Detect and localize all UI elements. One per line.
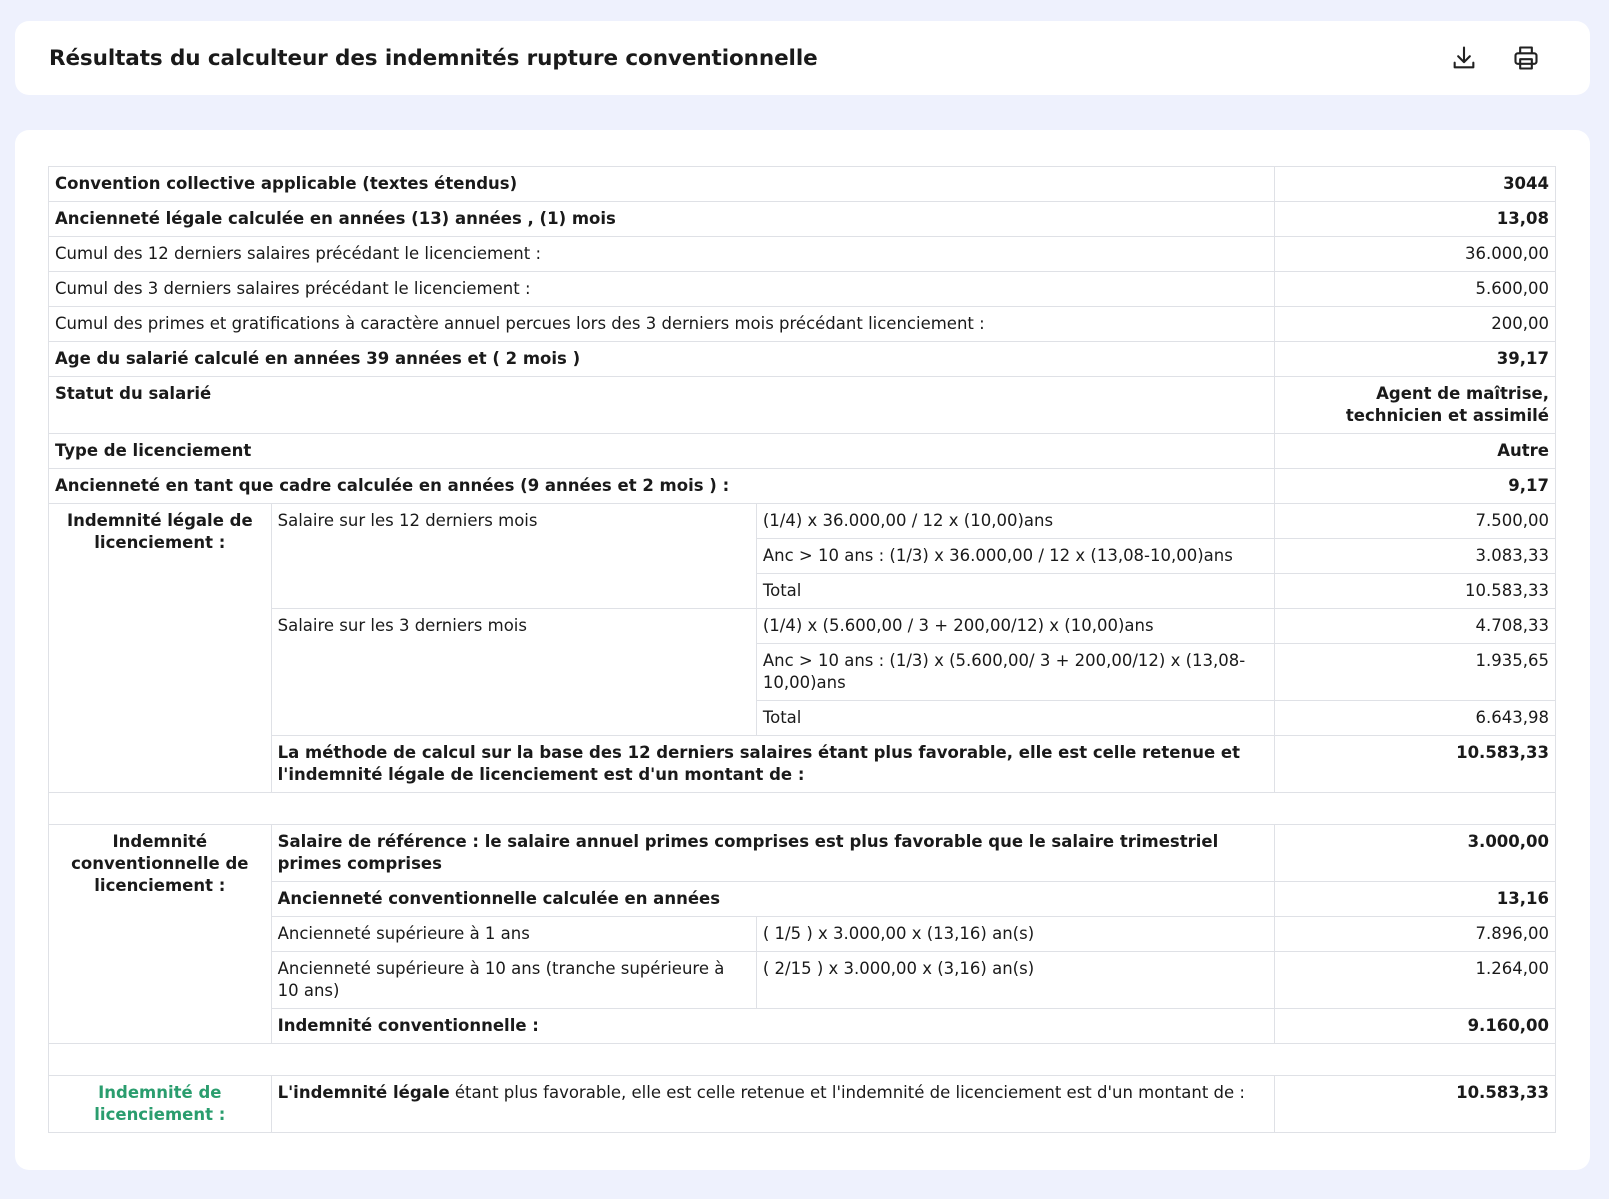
results-header: [15, 21, 1590, 95]
conventional-seniority-label: Ancienneté conventionnelle calculée en années: [271, 882, 1274, 917]
download-icon: [1450, 44, 1478, 72]
legal-conclusion: La méthode de calcul sur la base des 12 derniers salaires étant plus favorable, elle est celle retenue et l'indemnité légale de licenciement est d'un montant de :: [271, 736, 1274, 793]
conventional-row: [49, 952, 1556, 1009]
formula-cell: Anc > 10 ans : (1/3) x (5.600,00/ 3 + 200,00/12) x (13,08-10,00)ans: [756, 644, 1274, 701]
salary3-label: Salaire sur les 3 derniers mois: [271, 609, 756, 736]
summary-label: Cumul des primes et gratifications à caractère annuel percues lors des 3 derniers mois précédant licenciement :: [49, 307, 1275, 342]
summary-row-cumul-3: [49, 272, 1556, 307]
results-table: [48, 166, 1556, 1133]
summary-row-primes: [49, 307, 1556, 342]
summary-label: Cumul des 12 derniers salaires précédant le licenciement :: [49, 237, 1275, 272]
summary-value: Agent de maîtrise, technicien et assimilé: [1274, 377, 1555, 434]
formula-cell: Total: [756, 574, 1274, 609]
summary-label: Ancienneté en tant que cadre calculée en années (9 années et 2 mois ) :: [49, 469, 1275, 504]
summary-row-age: [49, 342, 1556, 377]
tier-label: Ancienneté supérieure à 10 ans (tranche supérieure à 10 ans): [271, 952, 756, 1009]
salary12-label: Salaire sur les 12 derniers mois: [271, 504, 756, 609]
legal-conclusion-row: [49, 736, 1556, 793]
summary-value: 36.000,00: [1274, 237, 1555, 272]
final-text: [271, 1076, 1274, 1133]
spacer-cell: [49, 793, 1556, 825]
final-row: [49, 1076, 1556, 1133]
formula-cell: ( 2/15 ) x 3.000,00 x (3,16) an(s): [756, 952, 1274, 1009]
summary-row-convention: [49, 167, 1556, 202]
summary-label: Type de licenciement: [49, 434, 1275, 469]
results-card: [15, 130, 1590, 1170]
spacer-row: [49, 793, 1556, 825]
summary-value: Autre: [1274, 434, 1555, 469]
formula-cell: Anc > 10 ans : (1/3) x 36.000,00 / 12 x (13,08-10,00)ans: [756, 539, 1274, 574]
formula-cell: (1/4) x 36.000,00 / 12 x (10,00)ans: [756, 504, 1274, 539]
summary-row-anciennete-cadre: [49, 469, 1556, 504]
final-text-bold: L'indemnité légale: [277, 1083, 450, 1102]
conventional-group-label: Indemnité conventionnelle de licenciement :: [49, 825, 272, 1044]
formula-cell: (1/4) x (5.600,00 / 3 + 200,00/12) x (10,00)ans: [756, 609, 1274, 644]
conventional-row: [49, 1009, 1556, 1044]
value-cell: 7.500,00: [1274, 504, 1555, 539]
reference-salary-label: Salaire de référence : le salaire annuel primes comprises est plus favorable que le salaire trimestriel primes comprises: [271, 825, 1274, 882]
page-title: Résultats du calculteur des indemnités rupture conventionnelle: [49, 45, 818, 71]
legal-row: [49, 609, 1556, 644]
summary-label: Statut du salarié: [49, 377, 1275, 434]
value-cell: 7.896,00: [1274, 917, 1555, 952]
conventional-seniority-value: 13,16: [1274, 882, 1555, 917]
download-button[interactable]: [1448, 42, 1480, 74]
value-cell: 10.583,33: [1274, 574, 1555, 609]
value-cell: 3.083,33: [1274, 539, 1555, 574]
value-cell: 1.935,65: [1274, 644, 1555, 701]
final-value: 10.583,33: [1274, 1076, 1555, 1133]
value-cell: 6.643,98: [1274, 701, 1555, 736]
conventional-row: [49, 917, 1556, 952]
final-group-label: Indemnité de licenciement :: [49, 1076, 272, 1133]
spacer-cell: [49, 1044, 1556, 1076]
summary-row-statut: [49, 377, 1556, 434]
summary-label: Age du salarié calculé en années 39 années et ( 2 mois ): [49, 342, 1275, 377]
summary-value: 3044: [1274, 167, 1555, 202]
reference-salary-value: 3.000,00: [1274, 825, 1555, 882]
value-cell: 1.264,00: [1274, 952, 1555, 1009]
summary-value: 5.600,00: [1274, 272, 1555, 307]
printer-icon: [1512, 44, 1540, 72]
conventional-row: [49, 882, 1556, 917]
final-text-rest: étant plus favorable, elle est celle retenue et l'indemnité de licenciement est d'un montant de :: [449, 1083, 1245, 1102]
legal-group-label: Indemnité légale de licenciement :: [49, 504, 272, 793]
summary-value: 39,17: [1274, 342, 1555, 377]
conventional-total-value: 9.160,00: [1274, 1009, 1555, 1044]
summary-label: Cumul des 3 derniers salaires précédant le licenciement :: [49, 272, 1275, 307]
summary-row-type: [49, 434, 1556, 469]
summary-value: 9,17: [1274, 469, 1555, 504]
summary-value: 200,00: [1274, 307, 1555, 342]
legal-conclusion-value: 10.583,33: [1274, 736, 1555, 793]
header-actions: [1448, 42, 1542, 74]
value-cell: 4.708,33: [1274, 609, 1555, 644]
conventional-total-label: Indemnité conventionnelle :: [271, 1009, 1274, 1044]
summary-row-anciennete-legale: [49, 202, 1556, 237]
summary-value: 13,08: [1274, 202, 1555, 237]
conventional-row: [49, 825, 1556, 882]
print-button[interactable]: [1510, 42, 1542, 74]
summary-row-cumul-12: [49, 237, 1556, 272]
summary-label: Convention collective applicable (textes étendus): [49, 167, 1275, 202]
spacer-row: [49, 1044, 1556, 1076]
formula-cell: ( 1/5 ) x 3.000,00 x (13,16) an(s): [756, 917, 1274, 952]
formula-cell: Total: [756, 701, 1274, 736]
summary-label: Ancienneté légale calculée en années (13) années , (1) mois: [49, 202, 1275, 237]
tier-label: Ancienneté supérieure à 1 ans: [271, 917, 756, 952]
legal-row: [49, 504, 1556, 539]
